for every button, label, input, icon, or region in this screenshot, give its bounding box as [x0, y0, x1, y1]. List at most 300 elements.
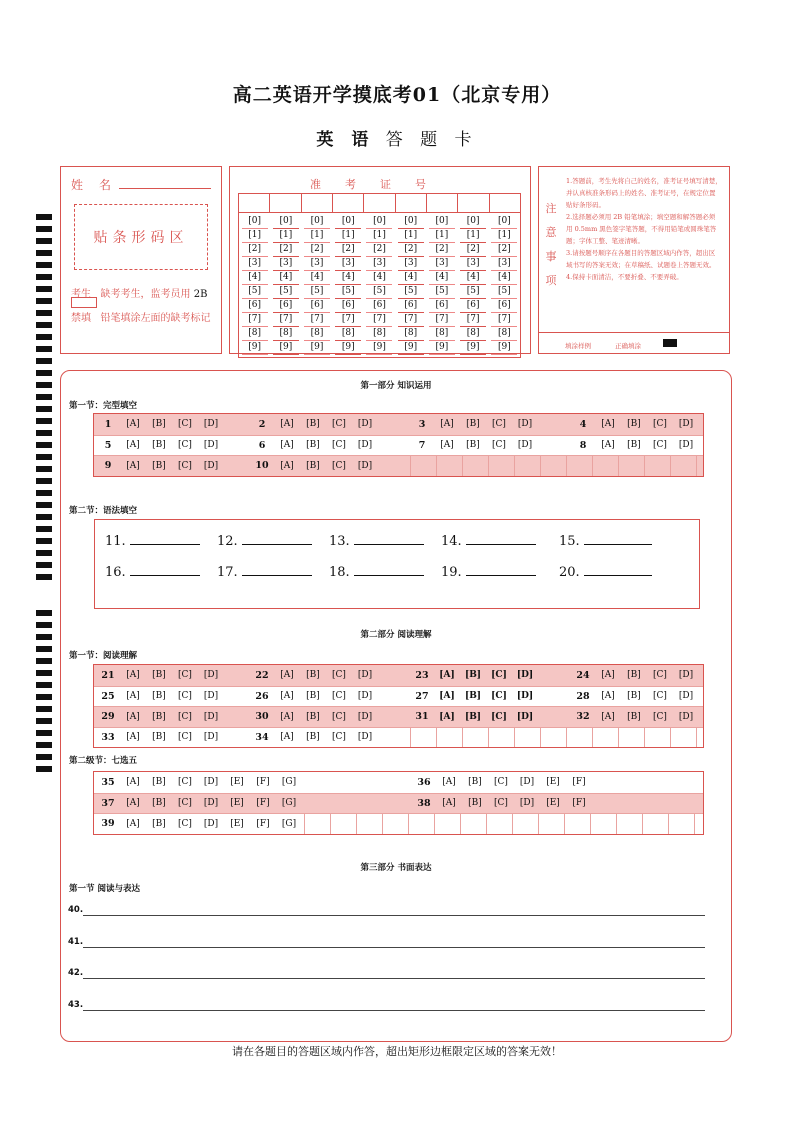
- answer-bubble[interactable]: [D]: [357, 419, 373, 430]
- answer-bubble[interactable]: [C]: [653, 670, 667, 681]
- answer-bubble[interactable]: [C]: [653, 691, 667, 702]
- answer-bubble[interactable]: [E]: [546, 777, 560, 788]
- grammar-blank-line[interactable]: [130, 564, 200, 576]
- answer-bubble[interactable]: [A]: [442, 798, 456, 809]
- exam-id-bubble[interactable]: [1]: [335, 229, 361, 243]
- answer-bubble[interactable]: [B]: [306, 440, 320, 451]
- alignment-mark: [36, 766, 52, 772]
- exam-id-bubble[interactable]: [5]: [242, 285, 268, 299]
- exam-id-bubble[interactable]: [6]: [491, 299, 517, 313]
- answer-bubble[interactable]: [G]: [281, 818, 297, 829]
- question-number: 28: [576, 690, 590, 702]
- exam-id-bubble[interactable]: [3]: [273, 257, 299, 271]
- exam-id-bubble[interactable]: [1]: [366, 229, 392, 243]
- answer-bubble[interactable]: [A]: [126, 777, 140, 788]
- answer-bubble[interactable]: [C]: [332, 670, 346, 681]
- question-item: [96, 440, 224, 451]
- answer-bubble[interactable]: [C]: [178, 460, 192, 471]
- answer-bubble[interactable]: [C]: [332, 419, 346, 430]
- answer-bubble[interactable]: [E]: [546, 798, 560, 809]
- exam-id-bubble[interactable]: [1]: [242, 229, 268, 243]
- exam-id-bubble[interactable]: [0]: [398, 215, 424, 229]
- answer-bubble[interactable]: [B]: [466, 440, 480, 451]
- exam-id-bubble[interactable]: [3]: [460, 257, 486, 271]
- grammar-blank-line[interactable]: [242, 533, 312, 545]
- answer-bubble[interactable]: [D]: [357, 691, 373, 702]
- exam-id-bubble[interactable]: [1]: [460, 229, 486, 243]
- absent-label-a: 考生: [71, 289, 91, 300]
- answer-bubble[interactable]: [A]: [126, 440, 140, 451]
- answer-bubble[interactable]: [D]: [203, 798, 219, 809]
- answer-bubble[interactable]: [C]: [178, 691, 192, 702]
- exam-id-column: [270, 215, 301, 355]
- answer-bubble[interactable]: [G]: [281, 798, 297, 809]
- question-item: [250, 460, 378, 471]
- exam-id-bubble[interactable]: [4]: [460, 271, 486, 285]
- exam-id-bubble[interactable]: [8]: [335, 327, 361, 341]
- sec5-title: 第一节 阅读与表达: [69, 884, 140, 894]
- writing-answer-line[interactable]: [83, 947, 705, 948]
- exam-id-bubble[interactable]: [8]: [429, 327, 455, 341]
- answer-bubble[interactable]: [B]: [464, 711, 482, 722]
- answer-bubble[interactable]: [G]: [281, 777, 297, 788]
- grammar-blank-line[interactable]: [242, 564, 312, 576]
- answer-bubble[interactable]: [D]: [519, 798, 535, 809]
- exam-id-bubble[interactable]: [0]: [273, 215, 299, 229]
- exam-id-bubble[interactable]: [4]: [491, 271, 517, 285]
- alignment-mark: [36, 442, 52, 448]
- exam-id-bubble[interactable]: [3]: [366, 257, 392, 271]
- answer-bubble[interactable]: [D]: [203, 460, 219, 471]
- empty-cell-divider: [538, 814, 539, 834]
- answer-bubble[interactable]: [D]: [678, 419, 694, 430]
- alignment-mark: [36, 286, 52, 292]
- writing-number: 40.: [68, 905, 84, 915]
- empty-cell-divider: [436, 728, 437, 748]
- answer-bubble[interactable]: [C]: [653, 419, 667, 430]
- answer-bubble[interactable]: [B]: [306, 670, 320, 681]
- answer-bubble[interactable]: [A]: [126, 798, 140, 809]
- part2-title: 第二部分 阅读理解: [360, 630, 432, 640]
- answer-bubble[interactable]: [D]: [357, 732, 373, 743]
- answer-bubble[interactable]: [D]: [357, 711, 373, 722]
- exam-id-column: [333, 215, 364, 355]
- exam-id-bubble[interactable]: [2]: [398, 243, 424, 257]
- fill-example-label: 填涂样例: [565, 342, 591, 350]
- exam-id-bubble[interactable]: [4]: [242, 271, 268, 285]
- answer-bubble[interactable]: [C]: [492, 419, 506, 430]
- grammar-blank-line[interactable]: [130, 533, 200, 545]
- exam-id-bubble[interactable]: [7]: [366, 313, 392, 327]
- exam-id-bubble[interactable]: [0]: [366, 215, 392, 229]
- grammar-blank-line[interactable]: [584, 564, 652, 576]
- answer-bubble[interactable]: [B]: [152, 691, 166, 702]
- answer-bubble[interactable]: [D]: [203, 440, 219, 451]
- answer-bubble[interactable]: [A]: [439, 711, 455, 722]
- exam-id-bubble[interactable]: [7]: [335, 313, 361, 327]
- grammar-blank-item: [105, 533, 200, 549]
- question-number: 33: [101, 731, 115, 743]
- exam-id-bubble[interactable]: [9]: [366, 341, 392, 355]
- exam-id-bubble[interactable]: [3]: [398, 257, 424, 271]
- question-number: 2: [258, 418, 266, 430]
- exam-id-bubble[interactable]: [2]: [491, 243, 517, 257]
- answer-bubble[interactable]: [E]: [230, 798, 244, 809]
- answer-bubble[interactable]: [B]: [306, 419, 320, 430]
- grammar-number: 17.: [217, 565, 238, 580]
- answer-bubble[interactable]: [A]: [280, 419, 294, 430]
- exam-id-bubble[interactable]: [8]: [273, 327, 299, 341]
- answer-bubble[interactable]: [D]: [203, 732, 219, 743]
- answer-bubble[interactable]: [A]: [280, 670, 294, 681]
- answer-bubble[interactable]: [C]: [178, 419, 192, 430]
- empty-cell-divider: [514, 456, 515, 476]
- answer-bubble[interactable]: [E]: [230, 818, 244, 829]
- exam-id-bubble[interactable]: [9]: [242, 341, 268, 355]
- absent-text-b: 铅笔填涂左面的缺考标记: [100, 313, 211, 324]
- exam-id-bubble[interactable]: [5]: [304, 285, 330, 299]
- exam-id-bubble[interactable]: [7]: [491, 313, 517, 327]
- question-number: 37: [101, 797, 115, 809]
- alignment-mark: [36, 274, 52, 280]
- answer-bubble[interactable]: [A]: [126, 818, 140, 829]
- question-item: [96, 777, 302, 788]
- grammar-blank-line[interactable]: [584, 533, 652, 545]
- exam-id-bubble[interactable]: [6]: [273, 299, 299, 313]
- answer-bubble[interactable]: [D]: [516, 711, 534, 722]
- answer-bubble[interactable]: [F]: [572, 777, 586, 788]
- empty-cell-divider: [566, 456, 567, 476]
- alignment-mark: [36, 670, 52, 676]
- answer-bubble[interactable]: [C]: [332, 691, 346, 702]
- answer-bubble[interactable]: [C]: [332, 732, 346, 743]
- exam-id-bubble[interactable]: [6]: [335, 299, 361, 313]
- answer-bubble[interactable]: [A]: [601, 440, 615, 451]
- exam-id-bubble[interactable]: [0]: [335, 215, 361, 229]
- exam-id-bubble[interactable]: [4]: [273, 271, 299, 285]
- exam-id-bubble[interactable]: [2]: [273, 243, 299, 257]
- answer-bubble[interactable]: [B]: [152, 711, 166, 722]
- exam-id-bubble[interactable]: [5]: [460, 285, 486, 299]
- answer-bubble[interactable]: [A]: [440, 440, 454, 451]
- writing-answer-line[interactable]: [83, 978, 705, 979]
- exam-id-write-cell[interactable]: [458, 194, 489, 212]
- answer-bubble[interactable]: [B]: [468, 798, 482, 809]
- answer-bubble[interactable]: [D]: [203, 670, 219, 681]
- answer-bubble[interactable]: [B]: [464, 670, 482, 681]
- answer-bubble[interactable]: [A]: [601, 691, 615, 702]
- answer-bubble[interactable]: [C]: [494, 777, 508, 788]
- writing-number: 43.: [68, 999, 84, 1010]
- answer-bubble[interactable]: [A]: [280, 711, 294, 722]
- exam-id-write-cell[interactable]: [490, 194, 520, 212]
- answer-bubble[interactable]: [C]: [178, 440, 192, 451]
- alignment-mark: [36, 310, 52, 316]
- exam-id-bubble[interactable]: [1]: [273, 229, 299, 243]
- answer-bubble[interactable]: [B]: [152, 419, 166, 430]
- answer-bubble[interactable]: [B]: [152, 777, 166, 788]
- exam-id-bubble[interactable]: [5]: [273, 285, 299, 299]
- exam-id-bubble[interactable]: [3]: [491, 257, 517, 271]
- exam-id-bubble[interactable]: [8]: [398, 327, 424, 341]
- empty-cell-divider: [670, 456, 671, 476]
- alignment-mark: [36, 358, 52, 364]
- exam-id-bubble[interactable]: [6]: [460, 299, 486, 313]
- alignment-mark: [36, 538, 52, 544]
- alignment-mark: [36, 298, 52, 304]
- exam-id-bubble[interactable]: [2]: [460, 243, 486, 257]
- exam-id-bubble[interactable]: [8]: [491, 327, 517, 341]
- exam-id-bubble[interactable]: [9]: [304, 341, 330, 355]
- exam-id-write-cell[interactable]: [333, 194, 364, 212]
- exam-id-bubble[interactable]: [9]: [429, 341, 455, 355]
- exam-id-bubble[interactable]: [2]: [242, 243, 268, 257]
- answer-bubble[interactable]: [B]: [306, 732, 320, 743]
- alignment-mark: [36, 706, 52, 712]
- exam-id-bubble[interactable]: [1]: [398, 229, 424, 243]
- answer-bubble[interactable]: [B]: [466, 419, 480, 430]
- question-number: 21: [101, 669, 115, 681]
- writing-answer-line[interactable]: [83, 915, 705, 916]
- answer-bubble[interactable]: [D]: [516, 691, 534, 702]
- exam-id-bubble[interactable]: [5]: [366, 285, 392, 299]
- exam-id-write-cell[interactable]: [302, 194, 333, 212]
- answer-bubble[interactable]: [B]: [468, 777, 482, 788]
- answer-bubble[interactable]: [C]: [178, 732, 192, 743]
- exam-id-write-cell[interactable]: [270, 194, 301, 212]
- exam-id-bubble[interactable]: [4]: [304, 271, 330, 285]
- answer-bubble[interactable]: [D]: [203, 419, 219, 430]
- exam-id-bubble[interactable]: [5]: [491, 285, 517, 299]
- answer-bubble[interactable]: [D]: [519, 777, 535, 788]
- exam-id-bubble[interactable]: [3]: [335, 257, 361, 271]
- answer-bubble[interactable]: [A]: [126, 460, 140, 471]
- answer-bubble[interactable]: [C]: [491, 670, 507, 681]
- exam-id-bubble[interactable]: [0]: [304, 215, 330, 229]
- exam-id-bubble[interactable]: [3]: [429, 257, 455, 271]
- exam-id-bubble[interactable]: [6]: [429, 299, 455, 313]
- alignment-mark: [36, 730, 52, 736]
- exam-id-bubble[interactable]: [1]: [491, 229, 517, 243]
- answer-bubble[interactable]: [F]: [256, 798, 270, 809]
- grammar-blank-line[interactable]: [466, 564, 536, 576]
- writing-answer-line[interactable]: [83, 1010, 705, 1011]
- answer-bubble[interactable]: [A]: [601, 670, 615, 681]
- exam-id-bubble[interactable]: [4]: [335, 271, 361, 285]
- name-input-line[interactable]: [119, 188, 211, 189]
- answer-bubble[interactable]: [E]: [230, 777, 244, 788]
- exam-id-bubble[interactable]: [7]: [273, 313, 299, 327]
- answer-bubble[interactable]: [B]: [627, 670, 641, 681]
- exam-id-bubble[interactable]: [3]: [304, 257, 330, 271]
- answer-bubble[interactable]: [A]: [601, 711, 615, 722]
- answer-bubble[interactable]: [A]: [440, 419, 454, 430]
- answer-bubble[interactable]: [C]: [178, 798, 192, 809]
- answer-bubble[interactable]: [D]: [203, 711, 219, 722]
- exam-id-bubble[interactable]: [7]: [304, 313, 330, 327]
- exam-id-bubble[interactable]: [5]: [335, 285, 361, 299]
- alignment-mark: [36, 490, 52, 496]
- absent-label-b: 禁填: [71, 313, 91, 324]
- exam-id-bubble[interactable]: [8]: [304, 327, 330, 341]
- answer-bubble[interactable]: [D]: [517, 440, 533, 451]
- answer-bubble[interactable]: [B]: [152, 732, 166, 743]
- answer-bubble[interactable]: [C]: [178, 711, 192, 722]
- answer-bubble[interactable]: [D]: [678, 691, 694, 702]
- answer-bubble[interactable]: [A]: [126, 691, 140, 702]
- answer-bubble[interactable]: [F]: [572, 798, 586, 809]
- answer-bubble[interactable]: [C]: [178, 818, 192, 829]
- exam-id-bubble[interactable]: [2]: [366, 243, 392, 257]
- notes-line: 1.答题前，考生先将自己的姓名，准考证号填写清楚，: [566, 177, 722, 185]
- absent-mark-checkbox[interactable]: [71, 297, 97, 308]
- answer-bubble[interactable]: [C]: [492, 440, 506, 451]
- answer-bubble[interactable]: [D]: [678, 440, 694, 451]
- answer-bubble[interactable]: [C]: [332, 460, 346, 471]
- exam-id-bubble[interactable]: [9]: [335, 341, 361, 355]
- answer-bubble[interactable]: [B]: [627, 419, 641, 430]
- exam-id-bubble[interactable]: [6]: [242, 299, 268, 313]
- answer-bubble[interactable]: [B]: [306, 460, 320, 471]
- exam-id-bubble[interactable]: [9]: [398, 341, 424, 355]
- exam-id-bubble[interactable]: [0]: [491, 215, 517, 229]
- answer-bubble[interactable]: [A]: [280, 440, 294, 451]
- exam-id-bubble[interactable]: [4]: [398, 271, 424, 285]
- exam-id-bubble[interactable]: [1]: [304, 229, 330, 243]
- exam-id-bubble[interactable]: [5]: [398, 285, 424, 299]
- answer-bubble[interactable]: [D]: [203, 818, 219, 829]
- exam-id-write-cell[interactable]: [364, 194, 395, 212]
- question-item: [96, 818, 302, 829]
- answer-bubble[interactable]: [A]: [601, 419, 615, 430]
- answer-bubble[interactable]: [F]: [256, 777, 270, 788]
- exam-id-bubble[interactable]: [4]: [366, 271, 392, 285]
- exam-id-bubble[interactable]: [2]: [429, 243, 455, 257]
- exam-id-bubble[interactable]: [9]: [460, 341, 486, 355]
- answer-bubble[interactable]: [B]: [152, 440, 166, 451]
- answer-bubble[interactable]: [A]: [280, 732, 294, 743]
- answer-bubble[interactable]: [B]: [306, 691, 320, 702]
- exam-id-bubble[interactable]: [6]: [398, 299, 424, 313]
- empty-cell-divider: [642, 814, 643, 834]
- answer-bubble[interactable]: [A]: [439, 691, 455, 702]
- answer-bubble[interactable]: [B]: [152, 670, 166, 681]
- question-item: [96, 419, 224, 430]
- grammar-blank-item: [329, 564, 424, 580]
- exam-id-bubble[interactable]: [8]: [366, 327, 392, 341]
- answer-bubble[interactable]: [D]: [516, 670, 534, 681]
- answer-bubble[interactable]: [C]: [332, 440, 346, 451]
- exam-id-bubble[interactable]: [7]: [398, 313, 424, 327]
- answer-bubble[interactable]: [D]: [678, 711, 694, 722]
- exam-id-bubble[interactable]: [3]: [242, 257, 268, 271]
- exam-id-bubble[interactable]: [5]: [429, 285, 455, 299]
- answer-bubble[interactable]: [A]: [280, 691, 294, 702]
- exam-id-bubble[interactable]: [1]: [429, 229, 455, 243]
- answer-bubble[interactable]: [D]: [357, 670, 373, 681]
- absent-note-2: [71, 309, 211, 324]
- answer-bubble[interactable]: [D]: [517, 419, 533, 430]
- exam-id-bubble[interactable]: [7]: [242, 313, 268, 327]
- exam-id-bubble[interactable]: [0]: [429, 215, 455, 229]
- answer-bubble[interactable]: [C]: [332, 711, 346, 722]
- sec2-title: 第二节：语法填空: [69, 506, 138, 516]
- answer-bubble[interactable]: [D]: [678, 670, 694, 681]
- answer-bubble[interactable]: [A]: [280, 460, 294, 471]
- answer-bubble[interactable]: [B]: [152, 818, 166, 829]
- grammar-blank-line[interactable]: [354, 533, 424, 545]
- answer-bubble[interactable]: [C]: [491, 691, 507, 702]
- answer-bubble[interactable]: [C]: [494, 798, 508, 809]
- question-number: 9: [104, 460, 112, 472]
- part3-title: 第三部分 书面表达: [360, 863, 432, 873]
- exam-id-bubble[interactable]: [8]: [242, 327, 268, 341]
- answer-bubble[interactable]: [C]: [491, 711, 507, 722]
- exam-id-bubble[interactable]: [9]: [491, 341, 517, 355]
- question-item: [412, 798, 592, 809]
- notes-heading-char: 事: [545, 250, 557, 263]
- exam-id-bubble[interactable]: [8]: [460, 327, 486, 341]
- answer-bubble[interactable]: [C]: [178, 777, 192, 788]
- empty-cell-divider: [408, 814, 409, 834]
- exam-id-write-cell[interactable]: [396, 194, 427, 212]
- exam-id-write-row[interactable]: [238, 193, 521, 213]
- question-number: 30: [255, 711, 269, 723]
- exam-id-write-cell[interactable]: [427, 194, 458, 212]
- answer-bubble[interactable]: [C]: [178, 670, 192, 681]
- answer-bubble[interactable]: [B]: [306, 711, 320, 722]
- answer-bubble[interactable]: [A]: [442, 777, 456, 788]
- exam-id-bubble[interactable]: [9]: [273, 341, 299, 355]
- exam-id-bubble[interactable]: [7]: [429, 313, 455, 327]
- answer-bubble[interactable]: [C]: [653, 440, 667, 451]
- answer-bubble[interactable]: [B]: [464, 691, 482, 702]
- answer-bubble[interactable]: [D]: [203, 691, 219, 702]
- answer-bubble[interactable]: [D]: [203, 777, 219, 788]
- exam-id-bubble[interactable]: [0]: [460, 215, 486, 229]
- answer-bubble[interactable]: [D]: [357, 460, 373, 471]
- exam-id-bubble[interactable]: [7]: [460, 313, 486, 327]
- exam-id-write-cell[interactable]: [239, 194, 270, 212]
- answer-bubble[interactable]: [B]: [627, 691, 641, 702]
- exam-id-bubble[interactable]: [6]: [366, 299, 392, 313]
- grammar-number: 15.: [559, 534, 580, 549]
- exam-id-bubble[interactable]: [6]: [304, 299, 330, 313]
- exam-id-bubbles[interactable]: [238, 213, 521, 358]
- answer-bubble[interactable]: [A]: [126, 419, 140, 430]
- exam-id-bubble[interactable]: [4]: [429, 271, 455, 285]
- answer-bubble[interactable]: [B]: [627, 440, 641, 451]
- answer-bubble[interactable]: [F]: [256, 818, 270, 829]
- answer-bubble[interactable]: [B]: [152, 460, 166, 471]
- exam-id-bubble[interactable]: [2]: [335, 243, 361, 257]
- answer-bubble[interactable]: [A]: [126, 711, 140, 722]
- empty-cell-divider: [462, 728, 463, 748]
- grammar-blank-line[interactable]: [466, 533, 536, 545]
- exam-id-bubble[interactable]: [2]: [304, 243, 330, 257]
- alignment-mark: [36, 478, 52, 484]
- answer-bubble[interactable]: [A]: [126, 732, 140, 743]
- answer-bubble[interactable]: [C]: [653, 711, 667, 722]
- empty-cell-divider: [382, 814, 383, 834]
- answer-bubble[interactable]: [B]: [152, 798, 166, 809]
- exam-id-bubble[interactable]: [0]: [242, 215, 268, 229]
- grammar-blank-line[interactable]: [354, 564, 424, 576]
- answer-bubble[interactable]: [B]: [627, 711, 641, 722]
- answer-bubble[interactable]: [A]: [439, 670, 455, 681]
- answer-bubble[interactable]: [D]: [357, 440, 373, 451]
- answer-bubble[interactable]: [A]: [126, 670, 140, 681]
